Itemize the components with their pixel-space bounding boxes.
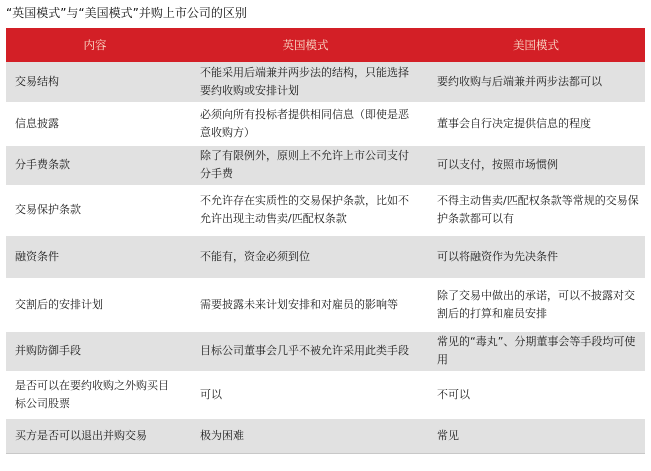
header-uk-model: 英国模式 bbox=[184, 28, 427, 62]
us-cell: 可以将融资作为先决条件 bbox=[427, 235, 645, 278]
uk-cell: 极为困难 bbox=[184, 418, 427, 453]
uk-cell: 不允许存在实质性的交易保护条款，比如不允许出现主动售卖/匹配权条款 bbox=[184, 185, 427, 235]
header-content: 内容 bbox=[6, 28, 184, 62]
table-row bbox=[6, 331, 645, 371]
us-cell: 可以支付，按照市场惯例 bbox=[427, 145, 645, 185]
uk-cell: 必须向所有投标者提供相同信息（即使是恶意收购方） bbox=[184, 102, 427, 145]
table-row bbox=[6, 371, 645, 418]
us-cell: 常见的“毒丸”、分期董事会等手段均可使用 bbox=[427, 331, 645, 371]
row-label: 交割后的安排计划 bbox=[6, 278, 184, 331]
us-cell: 不得主动售卖/匹配权条款等常规的交易保护条款都可以有 bbox=[427, 185, 645, 235]
table-row bbox=[6, 62, 645, 102]
header-us-model: 美国模式 bbox=[427, 28, 645, 62]
us-cell: 董事会自行决定提供信息的程度 bbox=[427, 102, 645, 145]
row-label: 分手费条款 bbox=[6, 145, 184, 185]
row-label: 交易保护条款 bbox=[6, 185, 184, 235]
table-row bbox=[6, 418, 645, 453]
uk-cell: 不能有，资金必须到位 bbox=[184, 235, 427, 278]
us-cell: 常见 bbox=[427, 418, 645, 453]
comparison-table bbox=[6, 28, 645, 454]
uk-cell: 可以 bbox=[184, 371, 427, 418]
table-title: “英国模式”与“美国模式”并购上市公司的区别 bbox=[6, 6, 247, 20]
us-cell: 要约收购与后端兼并两步法都可以 bbox=[427, 62, 645, 102]
table-row bbox=[6, 278, 645, 331]
row-label: 交易结构 bbox=[6, 62, 184, 102]
table-row bbox=[6, 145, 645, 185]
us-cell: 不可以 bbox=[427, 371, 645, 418]
header-row bbox=[6, 28, 645, 62]
table-row bbox=[6, 102, 645, 145]
row-label: 是否可以在要约收购之外购买目标公司股票 bbox=[6, 371, 184, 418]
uk-cell: 不能采用后端兼并两步法的结构，只能选择要约收购或安排计划 bbox=[184, 62, 427, 102]
table-row bbox=[6, 235, 645, 278]
us-cell: 除了交易中做出的承诺，可以不披露对交割后的打算和雇员安排 bbox=[427, 278, 645, 331]
uk-cell: 目标公司董事会几乎不被允许采用此类手段 bbox=[184, 331, 427, 371]
table-row bbox=[6, 185, 645, 235]
row-label: 买方是否可以退出并购交易 bbox=[6, 418, 184, 453]
uk-cell: 除了有限例外，原则上不允许上市公司支付分手费 bbox=[184, 145, 427, 185]
row-label: 融资条件 bbox=[6, 235, 184, 278]
row-label: 信息披露 bbox=[6, 102, 184, 145]
uk-cell: 需要披露未来计划安排和对雇员的影响等 bbox=[184, 278, 427, 331]
row-label: 并购防御手段 bbox=[6, 331, 184, 371]
